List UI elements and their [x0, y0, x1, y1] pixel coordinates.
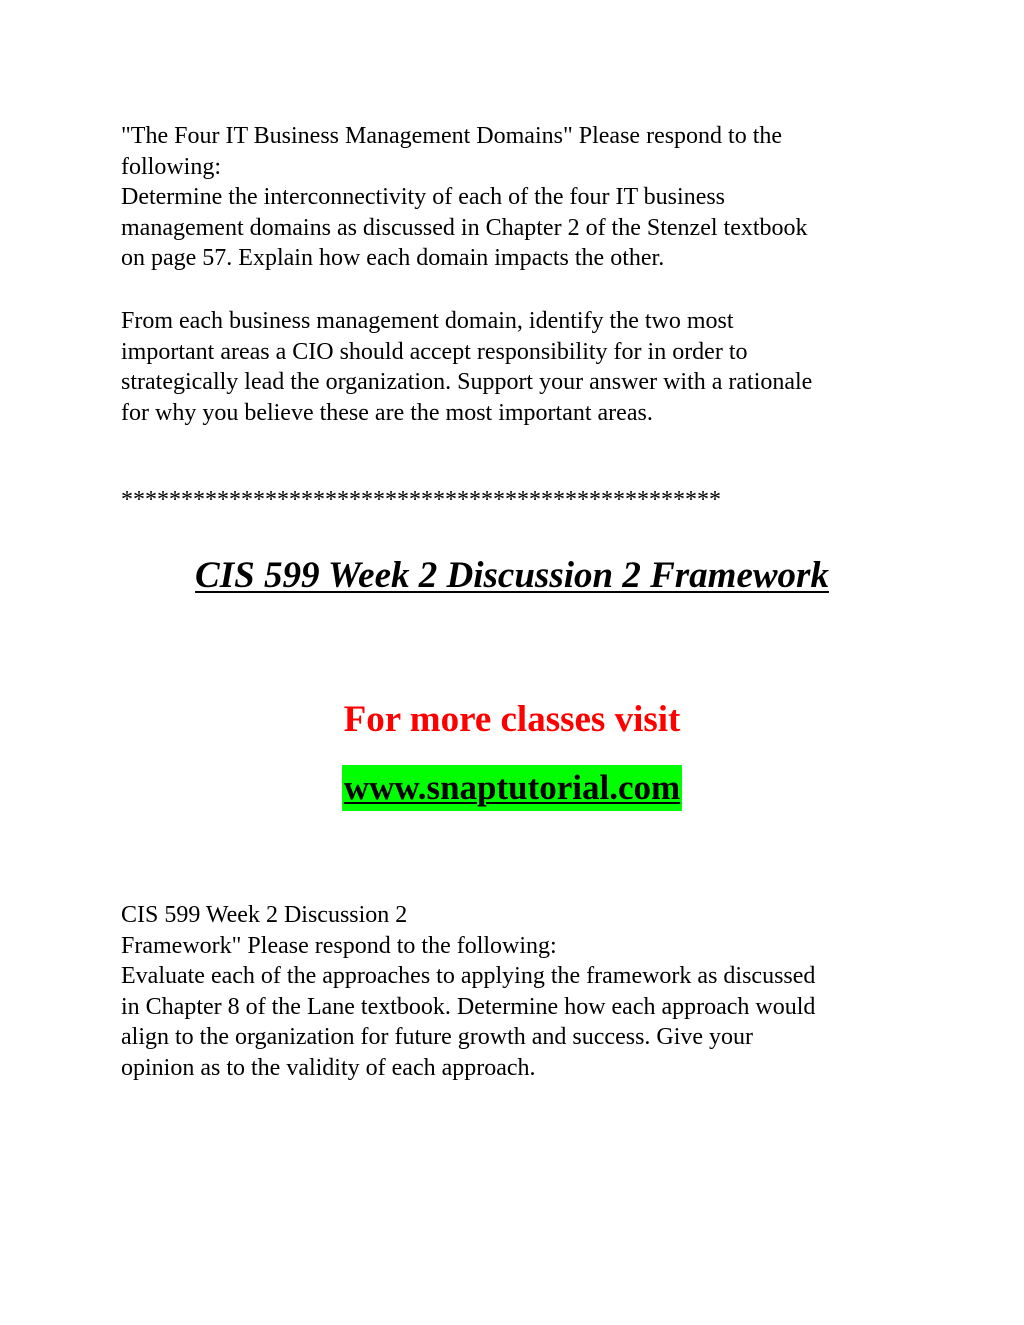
text-line: on page 57. Explain how each domain impacts the other.	[121, 245, 665, 272]
question-2-text	[121, 306, 911, 428]
text-line: strategically lead the organization. Support your answer with a rationale	[121, 369, 813, 396]
course-title: CIS 599 Week 2 Discussion 2 Framework	[195, 555, 829, 596]
text-line: align to the organization for future growth and success. Give your	[121, 1024, 754, 1051]
text-line: Determine the interconnectivity of each of the four IT business	[121, 184, 726, 211]
text-line: CIS 599 Week 2 Discussion 2	[121, 902, 408, 928]
asterisk-separator: **************************************************	[121, 487, 721, 513]
text-line: "The Four IT Business Management Domains" Please respond to the	[121, 123, 783, 149]
text-line: in Chapter 8 of the Lane textbook. Determine how each approach would	[121, 993, 816, 1020]
promo-heading: For more classes visit	[343, 699, 681, 740]
text-line: opinion as to the validity of each approach.	[121, 1054, 536, 1081]
text-line: management domains as discussed in Chapter 2 of the Stenzel textbook	[121, 214, 808, 241]
question-1-text	[121, 121, 911, 274]
text-line: important areas a CIO should accept responsibility for in order to	[121, 338, 748, 365]
text-line: From each business management domain, identify the two most	[121, 308, 734, 334]
text-line: Framework" Please respond to the following:	[121, 932, 557, 959]
question-3-text	[121, 900, 911, 1084]
text-line: Evaluate each of the approaches to applying the framework as discussed	[121, 963, 816, 990]
site-link[interactable]: www.snaptutorial.com	[342, 765, 682, 811]
text-line: following:	[121, 153, 221, 180]
site-link-container	[0, 765, 1024, 811]
text-line: for why you believe these are the most important areas.	[121, 399, 653, 426]
